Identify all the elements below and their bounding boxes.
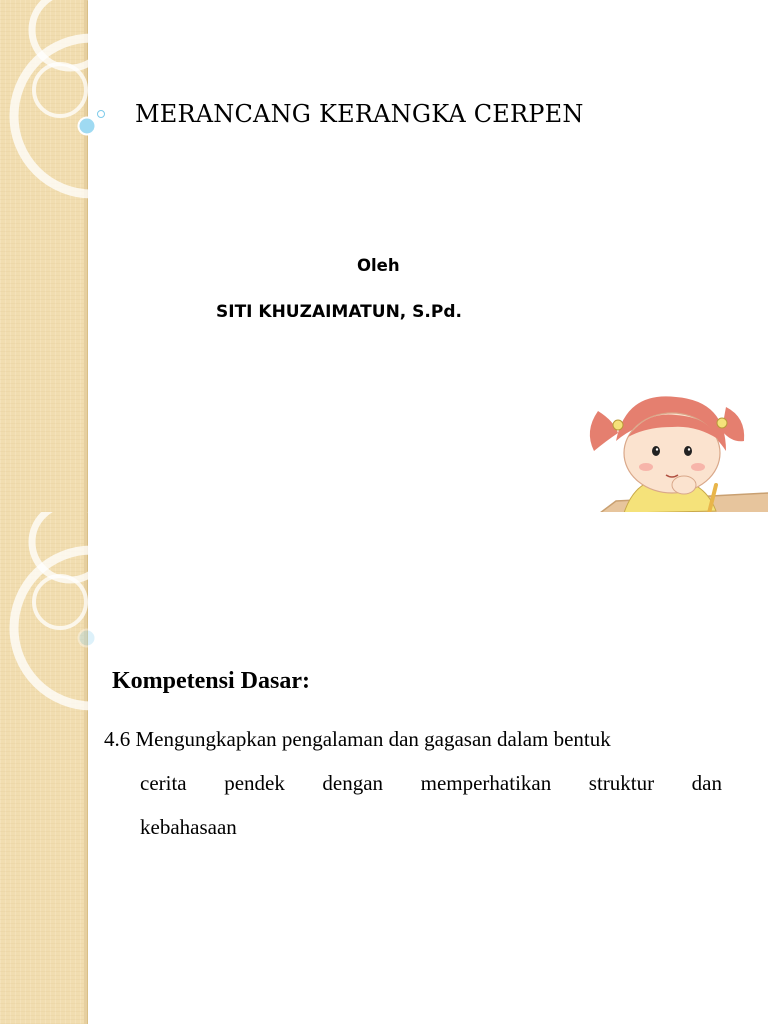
ring-decoration: [0, 0, 160, 512]
ring-inner: [34, 64, 86, 116]
author-name: SITI KHUZAIMATUN, S.Pd.: [216, 302, 462, 322]
competency-heading: Kompetensi Dasar:: [112, 668, 310, 694]
girl-writing-illustration: [576, 381, 768, 512]
bead-large-icon: [79, 118, 96, 135]
bead-small-icon: [98, 111, 105, 118]
competency-first-line: [104, 717, 722, 761]
competency-third-line: kebahasaan: [140, 815, 237, 839]
bead-large-icon: [79, 630, 96, 647]
competency-first-text: Mengungkapkan pengalaman dan gagasan dalam bentuk: [135, 727, 611, 751]
competency-item: [104, 717, 722, 849]
slide-competency: [0, 512, 768, 1024]
competency-number: 4.6: [104, 727, 131, 751]
competency-second-line: cerita pendek dengan memperhatikan struktur dan: [140, 771, 722, 795]
by-label: Oleh: [357, 256, 400, 275]
slide-title-text: MERANCANG KERANGKA CERPEN: [135, 100, 584, 128]
